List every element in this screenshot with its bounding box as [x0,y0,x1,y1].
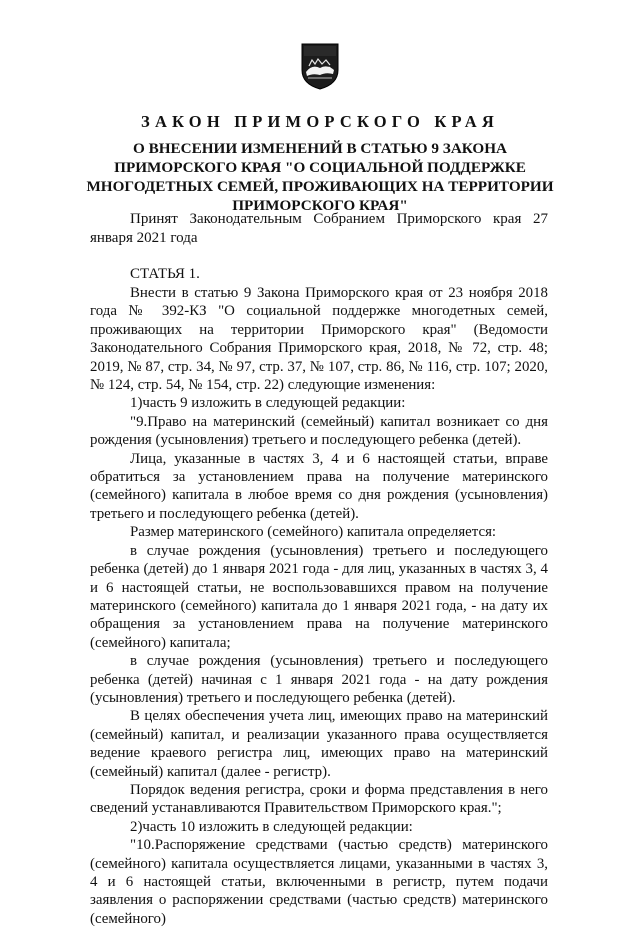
article-paragraph: 2)часть 10 изложить в следующей редакции: [130,818,413,835]
article-paragraph: Размер материнского (семейного) капитала определяется: [130,524,497,541]
article-paragraph: "10.Распоряжение средствами (частью средств) материнского (семейного) капитала осуществляется лицами, указанными в частях 3, 4 и 6 настоящей статьи, включенными в регистр, путем подачи заявления о распоряжении средствами (частью средств) материнского (семейного) [90,837,548,927]
article-paragraph: "9.Право на материнский (семейный) капитал возникает со дня рождения (усыновления) третьего и последующего ребенка (детей). [90,413,548,449]
article-body [90,284,548,928]
adoption-statement: Принят Законодательным Собранием Приморского края 27 января 2021 года [90,211,548,247]
article-paragraph: 1)часть 9 изложить в следующей редакции: [130,395,406,412]
article-paragraph: в случае рождения (усыновления) третьего и последующего ребенка (детей) до 1 января 2021 года - для лиц, указанных в частях 3, 4 и 6 настоящей статьи, не воспользовавшихся правом на получение материнского (семейного) капитала до 1 января 2021 года, - на дату их обращения за установлением права на получение материнского (семейного) капитала; [90,542,548,651]
article-paragraph: Порядок ведения регистра, сроки и форма представления в него сведений устанавливаются Правительством Приморского края."; [90,781,548,817]
article-heading: СТАТЬЯ 1. [130,266,200,282]
article-paragraph: Лица, указанные в частях 3, 4 и 6 настоящей статьи, вправе обратиться за установлением права на получение материнского (семейного) капитала в любое время со дня рождения (усыновления) третьего и последующего ребенка (детей). [90,450,548,522]
coat-of-arms-icon [300,42,340,90]
law-title: ЗАКОН ПРИМОРСКОГО КРАЯ [141,112,499,131]
article-paragraph: В целях обеспечения учета лиц, имеющих право на материнский (семейный) капитал, и реализации указанного права осуществляется ведение краевого регистра лиц, имеющих право на материнский (семейный) капитал (далее - регистр). [90,708,548,780]
article-paragraph: Внести в статью 9 Закона Приморского края от 23 ноября 2018 года № 392-КЗ "О социальной поддержке многодетных семей, проживающих на территории Приморского края" (Ведомости Законодательного Собрания Приморского края, 2018, № 72, стр. 48; 2019, № 87, стр. 34, № 97, стр. 37, № 107, стр. 86, № 116, стр. 107; 2020, № 124, стр. 54, № 154, стр. 22) следующие изменения: [90,285,548,394]
law-subtitle: О ВНЕСЕНИИ ИЗМЕНЕНИЙ В СТАТЬЮ 9 ЗАКОНА ПРИМОРСКОГО КРАЯ "О СОЦИАЛЬНОЙ ПОДДЕРЖКЕ МНОГОДЕТНЫХ СЕМЕЙ, ПРОЖИВАЮЩИХ НА ТЕРРИТОРИИ ПРИМОРСКОГО КРАЯ" [86,140,554,214]
article-paragraph: в случае рождения (усыновления) третьего и последующего ребенка (детей) начиная с 1 января 2021 года - на дату рождения (усыновления) третьего и последующего ребенка (детей). [90,653,548,706]
